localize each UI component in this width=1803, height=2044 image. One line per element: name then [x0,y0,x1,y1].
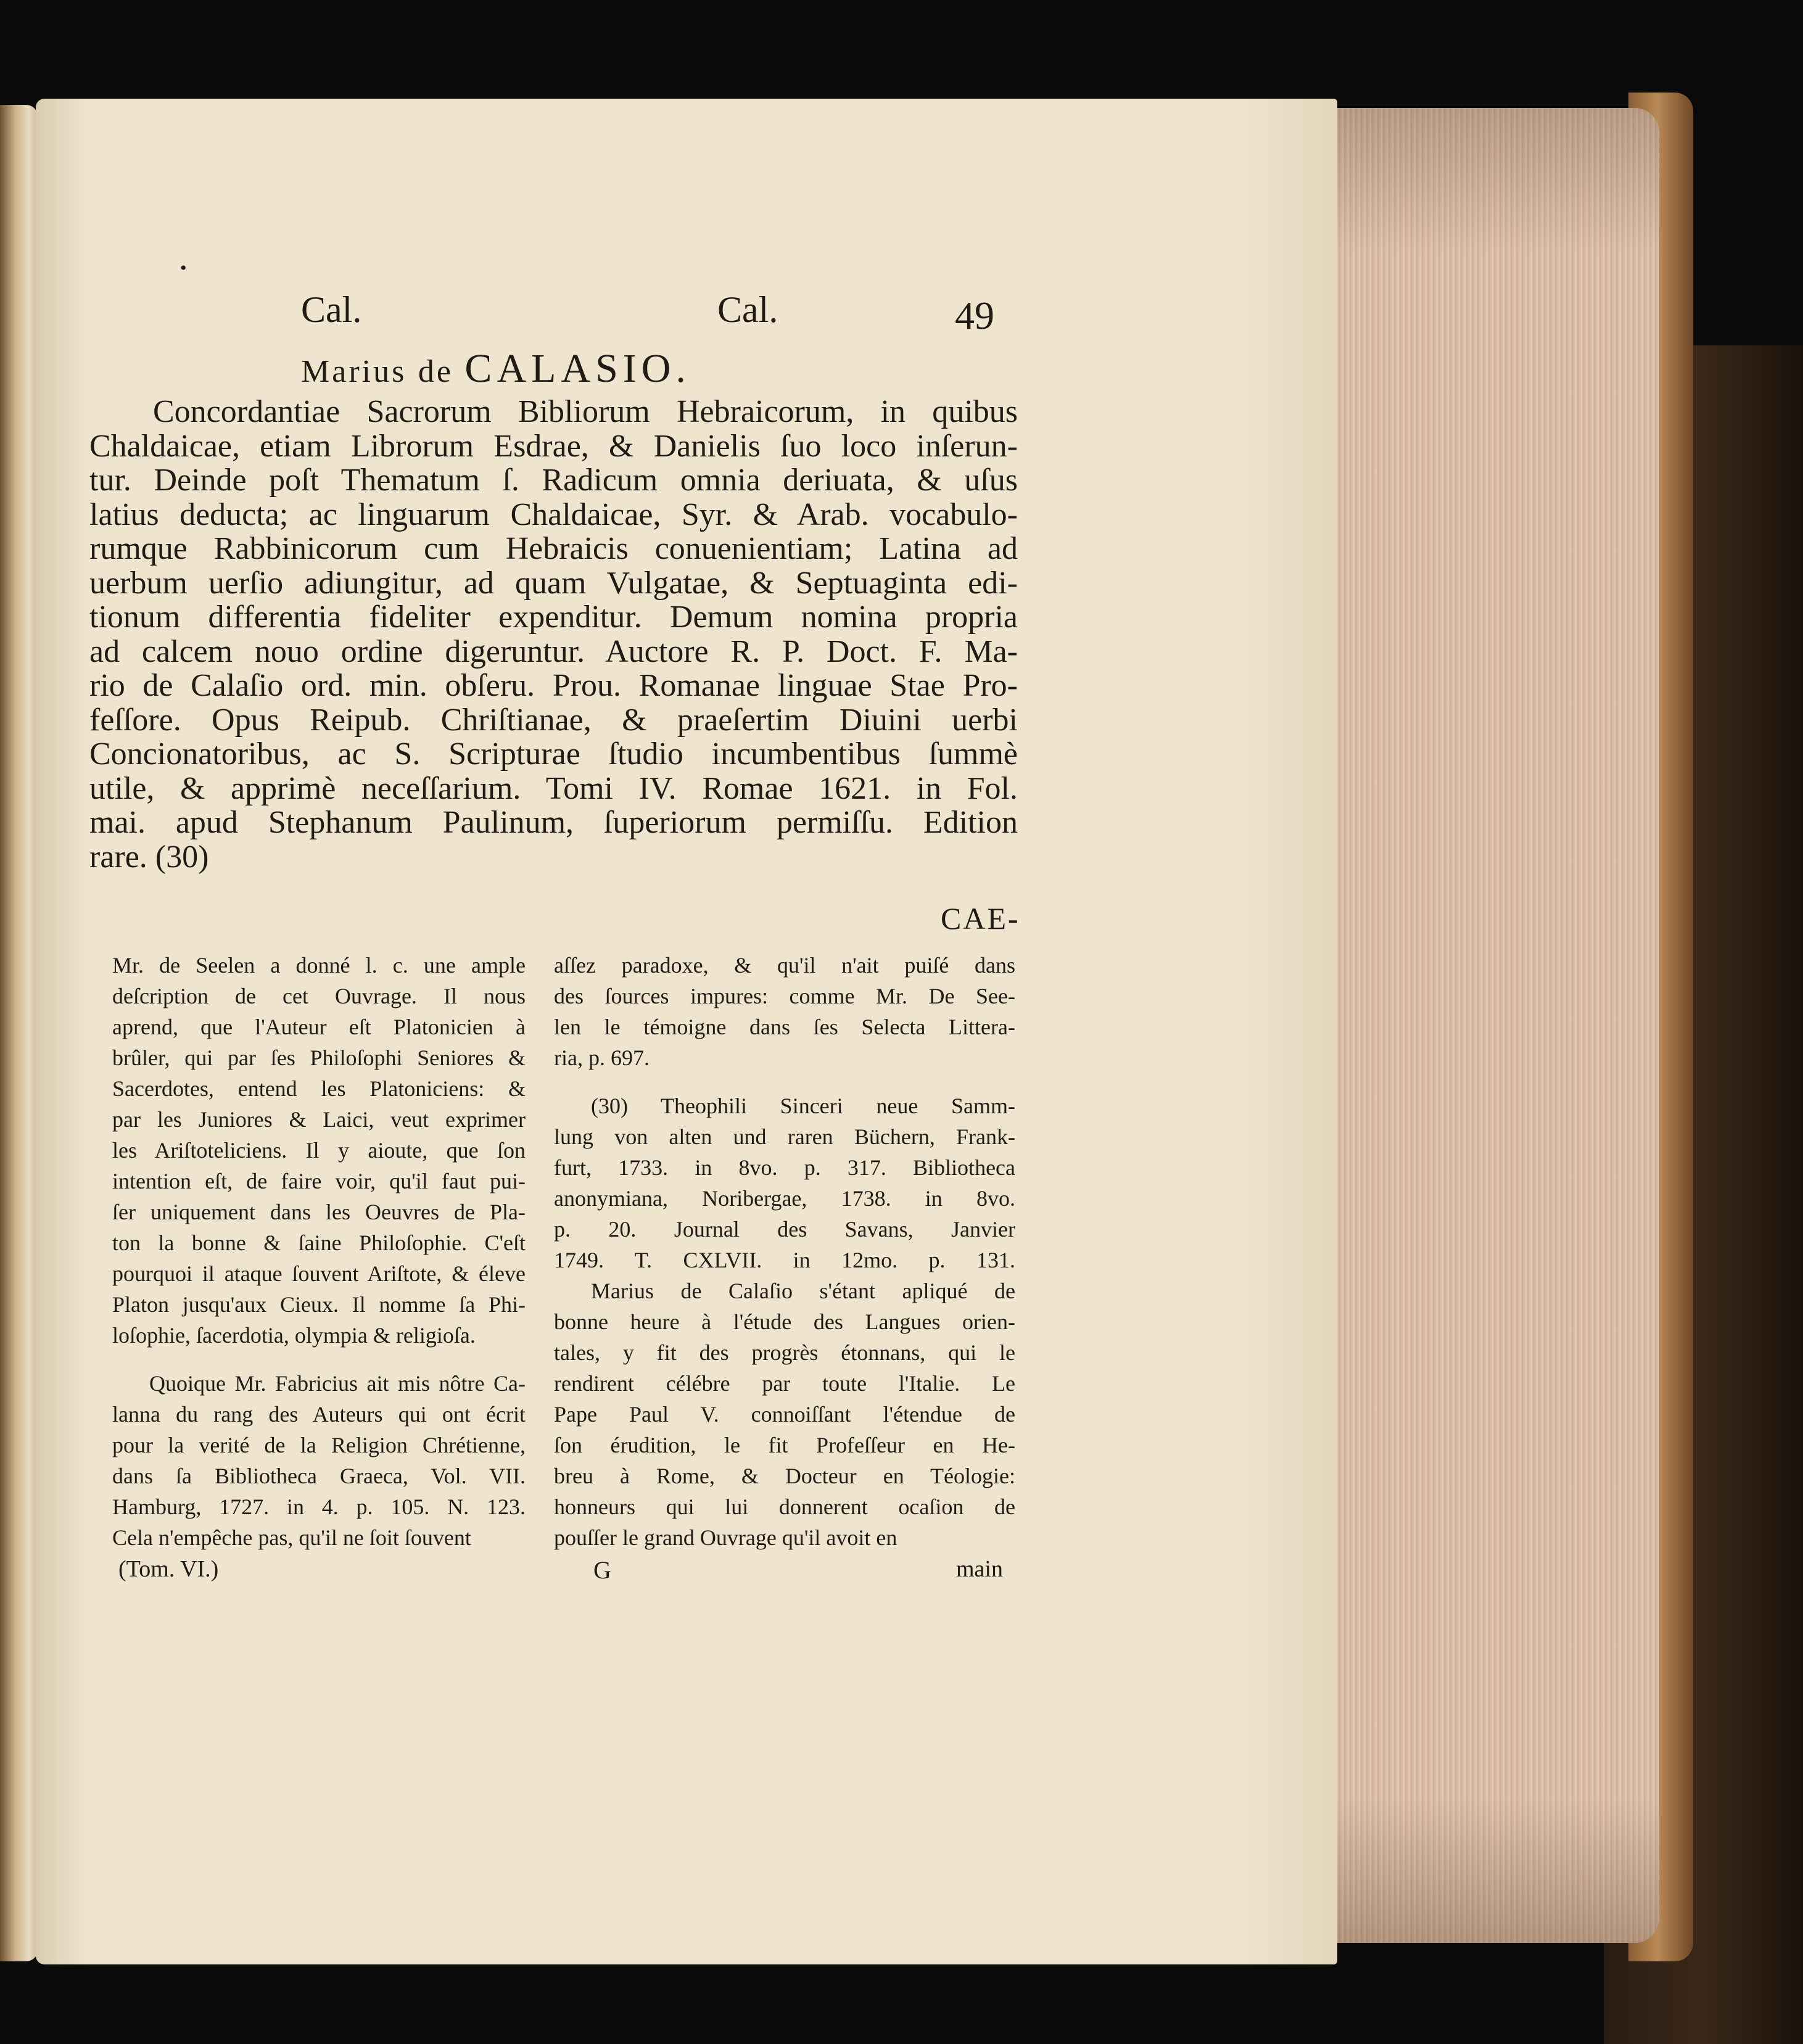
volume-marker: (Tom. VI.) [118,1556,219,1582]
right-column-line: (30) Theophili Sinceri neue Samm- [591,1094,1015,1118]
main-text-line: uerbum uerſio adiungitur, ad quam Vulgatae, & Septuaginta edi- [89,565,1018,601]
left-column-line: intention eſt, de faire voir, qu'il faut pui- [112,1169,526,1193]
running-head-left: Cal. [301,289,362,330]
right-column-line: anonymiana, Noribergae, 1738. in 8vo. [554,1186,1015,1211]
main-text-line: ad calcem nouo ordine digeruntur. Auctore R. P. Doct. F. Ma- [89,633,1018,669]
left-column-line: Mr. de Seelen a donné l. c. une ample [112,953,526,978]
right-column-line: len le témoigne dans ſes Selecta Littera- [554,1015,1015,1039]
right-column-line: rendirent célébre par toute l'Italie. Le [554,1371,1015,1396]
left-column-line: Platon jusqu'aux Cieux. Il nomme ſa Phi- [112,1292,526,1317]
main-text-line: Chaldaicae, etiam Librorum Esdrae, & Danielis ſuo loco inſerun- [89,428,1018,464]
right-column-line: furt, 1733. in 8vo. p. 317. Bibliotheca [554,1155,1015,1180]
left-page-edge [0,105,38,1961]
right-column-line: honneurs qui lui donnerent ocaſion de [554,1494,1015,1519]
entry-title-surname: CALASIO. [464,346,691,391]
right-column-line: Marius de Calaſio s'étant apliqué de [591,1279,1015,1303]
left-column-line: Quoique Mr. Fabricius ait mis nôtre Ca- [149,1371,526,1396]
left-column-line: ton la bonne & ſaine Philoſophie. C'eſt [112,1230,526,1255]
right-column-line: breu à Rome, & Docteur en Téologie: [554,1464,1015,1488]
main-text-line: rumque Rabbinicorum cum Hebraicis conuenientiam; Latina ad [89,531,1018,566]
right-column-line: Pape Paul V. connoiſſant l'étendue de [554,1402,1015,1427]
right-footnote-column [554,950,1015,1553]
right-column-line: ſon érudition, le fit Profeſſeur en He- [554,1433,1015,1457]
main-text-line: rio de Calaſio ord. min. obſeru. Prou. Romanae linguae Stae Pro- [89,668,1018,703]
left-column-line: Cela n'empêche pas, qu'il ne ſoit ſouvent [112,1525,471,1550]
main-text-line: Concionatoribus, ac S. Scripturae ſtudio incumbentibus ſummè [89,736,1018,772]
main-text-line: tionum differentia fideliter expenditur. Demum nomina propria [89,600,1018,635]
left-column-line: Hamburg, 1727. in 4. p. 105. N. 123. [112,1494,526,1519]
left-column-line: ſer uniquement dans les Oeuvres de Pla- [112,1200,526,1224]
main-text-line: rare. (30) [89,839,209,875]
right-column-line: lung von alten und raren Büchern, Frank- [554,1124,1015,1149]
left-column-line: pour la verité de la Religion Chrétienne, [112,1433,526,1457]
entry-title-first: Marius [301,354,407,389]
page-fore-edge [1335,108,1659,1943]
catchword: CAE- [941,901,1020,936]
right-column-line: ria, p. 697. [554,1045,650,1070]
left-column-line: Sacerdotes, entend les Platoniciens: & [112,1076,526,1101]
main-text-line: Concordantiae Sacrorum Bibliorum Hebraicorum, in quibus [153,394,1018,429]
right-column-line: p. 20. Journal des Savans, Janvier [554,1217,1015,1242]
main-text-line: utile, & apprimè neceſſarium. Tomi IV. Romae 1621. in Fol. [89,770,1018,806]
left-column-line: deſcription de cet Ouvrage. Il nous [112,984,526,1008]
page-number: 49 [955,294,994,337]
signature-mark: G [593,1556,611,1584]
running-head-center: Cal. [717,289,778,330]
main-text-line: mai. apud Stephanum Paulinum, ſuperiorum permiſſu. Edition [89,805,1018,840]
right-column-line: 1749. T. CXLVII. in 12mo. p. 131. [554,1248,1015,1272]
main-text-line: latius deducta; ac linguarum Chaldaicae, Syr. & Arab. vocabulo- [89,497,1018,532]
left-column-line: aprend, que l'Auteur eſt Platonicien à [112,1015,526,1039]
right-column-line: aſſez paradoxe, & qu'il n'ait puiſé dans [554,953,1015,978]
entry-title [301,345,691,392]
right-column-line: bonne heure à l'étude des Langues orien- [554,1309,1015,1334]
right-column-line: tales, y fit des progrès étonnans, qui le [554,1340,1015,1365]
right-column-line: pouſſer le grand Ouvrage qu'il avoit en [554,1525,897,1550]
main-text-line: tur. Deinde poſt Thematum ſ. Radicum omnia deriuata, & uſus [89,463,1018,498]
printer-mark: • [180,258,187,278]
left-column-line: pourquoi il ataque ſouvent Ariſtote, & éleve [112,1261,526,1286]
left-column-line: loſophie, ſacerdotia, olympia & religioſa. [112,1323,476,1348]
left-column-line: brûler, qui par ſes Philoſophi Seniores & [112,1045,526,1070]
main-text-line: feſſore. Opus Reipub. Chriſtianae, & praeſertim Diuini uerbi [89,702,1018,738]
left-column-line: dans ſa Bibliotheca Graeca, Vol. VII. [112,1464,526,1488]
footer-catchword: main [956,1556,1003,1582]
left-column-line: par les Juniores & Laici, veut exprimer [112,1107,526,1132]
left-column-line: lanna du rang des Auteurs qui ont écrit [112,1402,526,1427]
left-footnote-column [112,950,526,1553]
entry-title-particle: de [418,354,453,389]
left-column-line: les Ariſtoteliciens. Il y aioute, que ſon [112,1138,526,1163]
right-column-line: des ſources impures: comme Mr. De See- [554,984,1015,1008]
